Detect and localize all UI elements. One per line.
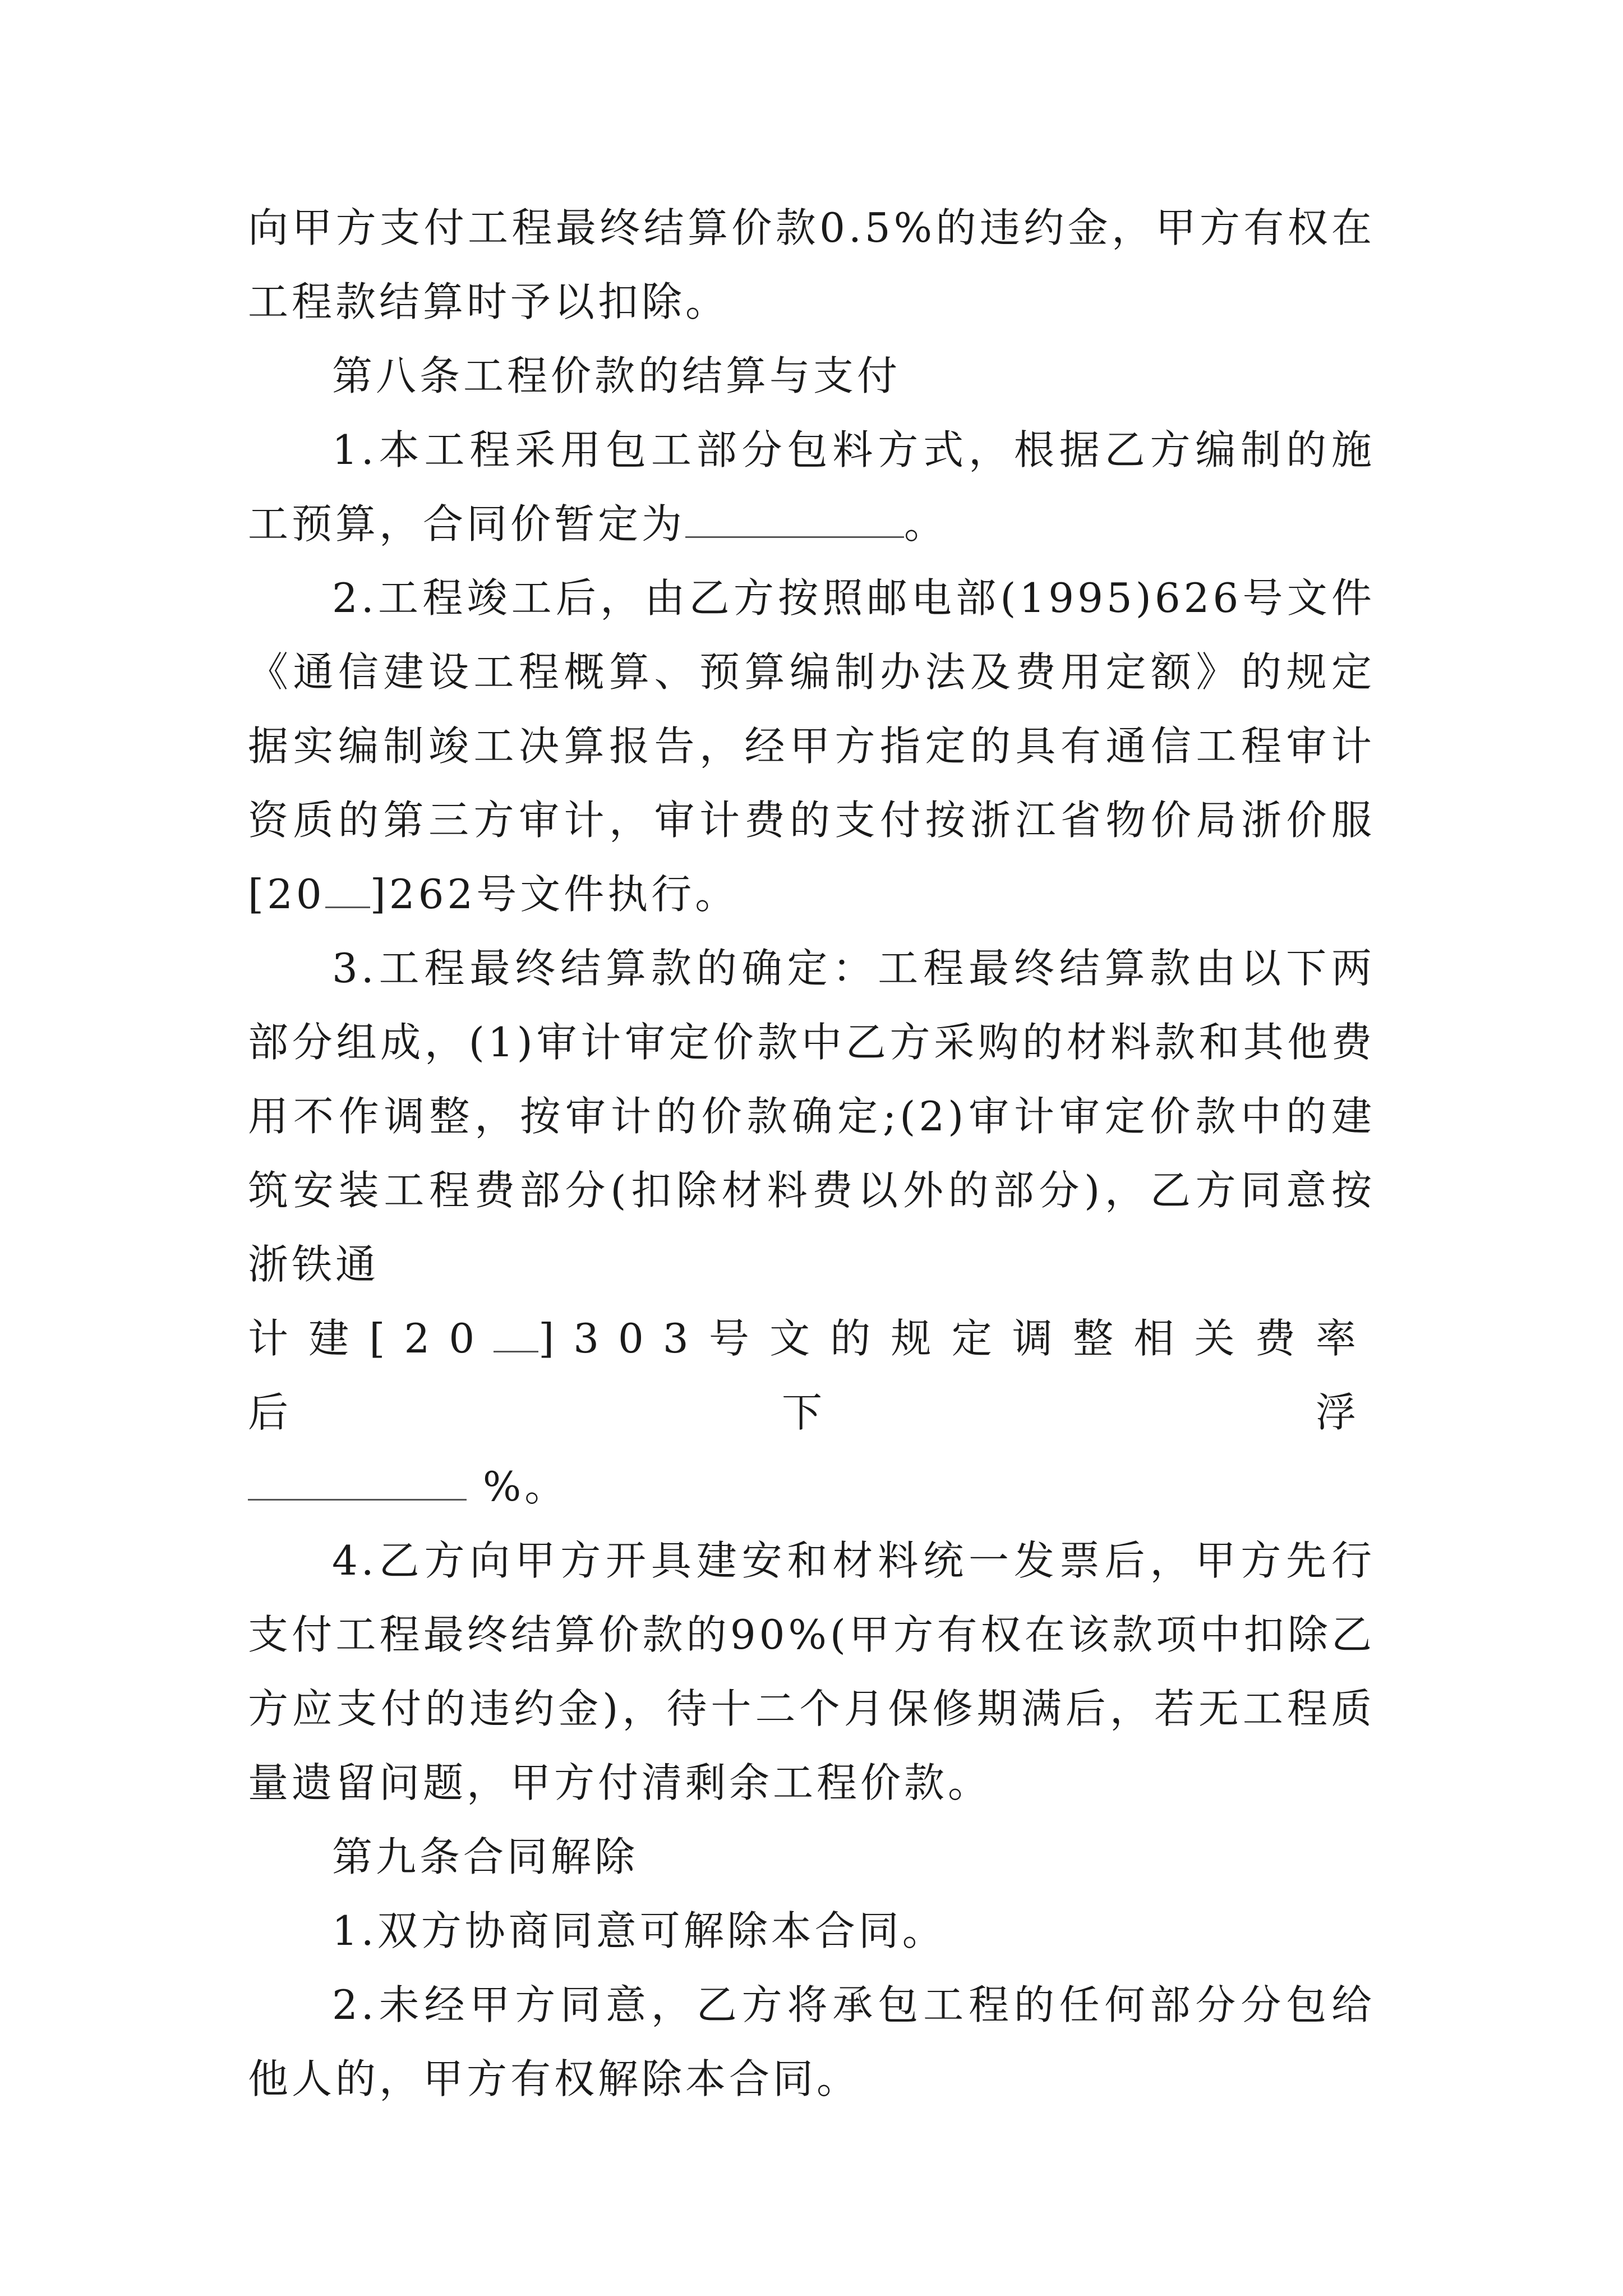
clause-text: 2.未经甲方同意，乙方将承包工程的任何部分分包给他人的，甲方有权解除本合同。 [248, 1981, 1375, 2102]
clause-text-end: 。 [904, 500, 948, 547]
article-8-clause-3-spread-line [248, 1301, 1375, 1450]
clause-text: 2.工程竣工后，由乙方按照邮电部(1995)626号文件《通信建设工程概算、预算编制办法及费用定额》的规定据实编制竣工决算报告，经甲方指定的具有通信工程审计资质的第三方审计，审计费的支付按浙江省物价局浙价服[20 [248, 574, 1375, 918]
article-8-clause-1 [248, 413, 1375, 561]
discount-rate-blank [248, 1465, 467, 1501]
clause-text: 1.双方协商同意可解除本合同。 [332, 1907, 946, 1954]
article-8-clause-3-end [248, 1450, 1375, 1524]
year-blank [494, 1317, 538, 1352]
clause-text: 3.工程最终结算款的确定：工程最终结算款由以下两部分组成，(1)审计审定价款中乙方采购的材料款和其他费用不作调整，按审计的价款确定;(2)审计审定价款中的建筑安装工程费部分(扣除材料费以外的部分)，乙方同意按浙铁通 [248, 945, 1375, 1288]
article-8-clause-4 [248, 1524, 1375, 1820]
paragraph-penalty-continuation [248, 191, 1375, 339]
clause-text-end: ]262号文件执行。 [370, 871, 739, 918]
clause-text: 4.乙方向甲方开具建安和材料统一发票后，甲方先行支付工程最终结算价款的90%(甲方有权在该款项中扣除乙方应支付的违约金)，待十二个月保修期满后，若无工程质量遗留问题，甲方付清剩余工程价款。 [248, 1537, 1375, 1806]
paragraph-text: 向甲方支付工程最终结算价款0.5%的违约金，甲方有权在工程款结算时予以扣除。 [248, 204, 1375, 325]
year-blank [325, 873, 370, 908]
document-page [248, 191, 1375, 2116]
article-9-clause-2 [248, 1968, 1375, 2116]
contract-price-blank [685, 503, 904, 538]
clause-text: 计建[20 [248, 1315, 494, 1362]
clause-text: ]303号文的规定调整相关费率后下浮 [248, 1315, 1375, 1436]
article-9-clause-1 [248, 1894, 1375, 1968]
article-8-clause-2 [248, 561, 1375, 931]
article-8-clause-3 [248, 931, 1375, 1301]
article-9-title: 第九条合同解除 [332, 1833, 639, 1880]
clause-text-end: %。 [482, 1463, 569, 1510]
clause-text: 1.本工程采用包工部分包料方式，根据乙方编制的施工预算，合同价暂定为 [248, 426, 1375, 547]
article-8-title: 第八条工程价款的结算与支付 [332, 352, 901, 399]
